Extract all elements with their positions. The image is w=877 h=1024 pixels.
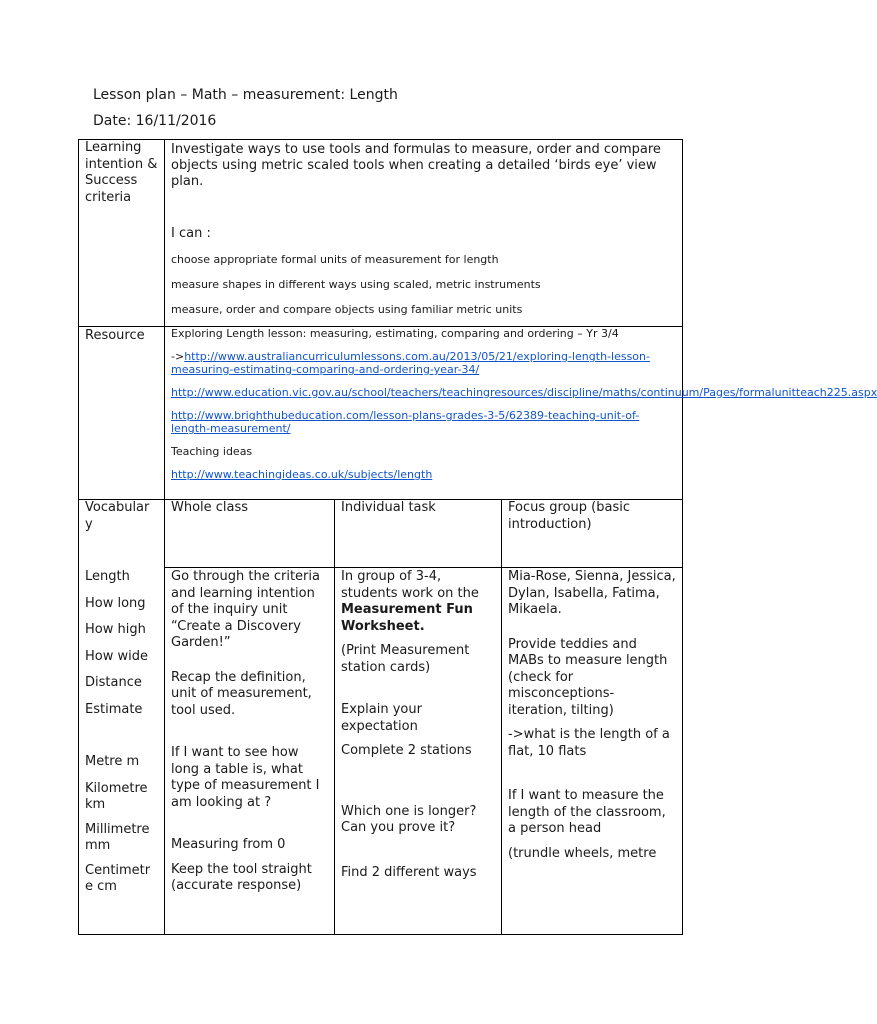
activity-row xyxy=(79,568,683,935)
resource-content-cell xyxy=(165,327,877,500)
resource-label: Resource xyxy=(85,328,145,343)
whole-class-header-cell xyxy=(165,500,335,568)
individual-header: Individual task xyxy=(341,500,436,515)
focus-p2: Provide teddies and MABs to measure length (check for misconceptions- iteration, tilting) xyxy=(508,636,668,718)
resource-row xyxy=(79,327,683,500)
vocab-word-1: Length xyxy=(85,569,130,584)
vocab-unit-4: Centimetr e cm xyxy=(85,862,151,894)
focus-cell xyxy=(502,568,683,935)
individual-header-cell xyxy=(335,500,502,568)
learning-label-cell xyxy=(79,140,165,327)
vocab-unit-1: Metre m xyxy=(85,754,140,769)
vocab-word-2: How long xyxy=(85,595,146,611)
focus-p4: If I want to measure the length of the classroom, a person head xyxy=(508,788,666,836)
lesson-date: Date: 16/11/2016 xyxy=(93,113,217,129)
arrow-prefix: -> xyxy=(171,350,185,363)
whole-class-p4: Measuring from 0 xyxy=(171,837,286,852)
vocab-word-5: Distance xyxy=(85,675,142,690)
whole-class-p2: Recap the definition, unit of measurement, tool used. xyxy=(171,669,312,718)
vocab-unit-2: Kilometre km xyxy=(85,780,148,812)
resource-link-3[interactable]: http://www.brighthubeducation.com/lesson-plans-grades-3-5/62389-teaching-unit-of-length-measurement/ xyxy=(171,409,640,435)
resource-label-cell xyxy=(79,327,165,500)
individual-p5: Which one is longer? Can you prove it? xyxy=(341,803,477,835)
individual-cell xyxy=(335,568,502,935)
learning-label: Learning intention & Success criteria xyxy=(85,140,158,205)
resource-link-2-line xyxy=(171,386,877,399)
whole-class-header: Whole class xyxy=(171,500,249,515)
resource-link-1[interactable]: http://www.australiancurriculumlessons.com.au/2013/05/21/exploring-length-lesson-measuring-estimating-comparing-and-ordering-year-34/ xyxy=(171,350,650,376)
page-title: Lesson plan – Math – measurement: Length xyxy=(93,87,398,103)
criterion-3: measure, order and compare objects using familiar metric units xyxy=(171,302,523,316)
lesson-plan-table xyxy=(78,139,877,935)
learning-content-cell xyxy=(165,140,683,327)
focus-p3: ->what is the length of a flat, 10 flats xyxy=(508,727,670,759)
individual-p1-text: In group of 3-4, students work on the xyxy=(341,569,479,601)
column-header-row xyxy=(79,500,683,568)
whole-class-cell xyxy=(165,568,335,935)
teaching-ideas-label: Teaching ideas xyxy=(171,445,253,458)
learning-row xyxy=(79,140,683,327)
individual-p6: Find 2 different ways xyxy=(341,864,477,880)
whole-class-p1: Go through the criteria and learning intention of the inquiry unit “Create a Discovery Garden!” xyxy=(171,569,320,650)
whole-class-p3: If I want to see how long a table is, what type of measurement I am looking at ? xyxy=(171,745,320,810)
i-can-heading: I can : xyxy=(171,226,211,241)
vocab-word-6: Estimate xyxy=(85,701,143,717)
focus-p5: (trundle wheels, metre xyxy=(508,845,657,861)
vocabulary-cell xyxy=(79,500,165,935)
focus-p1: Mia-Rose, Sienna, Jessica, Dylan, Isabella, Fatima, Mikaela. xyxy=(508,569,676,617)
whole-class-p5: Keep the tool straight (accurate response) xyxy=(171,861,312,893)
criterion-2: measure shapes in different ways using scaled, metric instruments xyxy=(171,277,541,291)
individual-p2: (Print Measurement station cards) xyxy=(341,643,470,675)
individual-p1 xyxy=(341,568,495,635)
worksheet-name: Measurement Fun Worksheet. xyxy=(341,602,473,634)
focus-header: Focus group (basic introduction) xyxy=(508,500,630,532)
vocab-word-3: How high xyxy=(85,622,146,637)
focus-header-cell xyxy=(502,500,683,568)
vocab-word-4: How wide xyxy=(85,648,148,664)
learning-intention: Investigate ways to use tools and formulas to measure, order and compare objects using metric scaled tools when creating a detailed ‘birds eye’ view plan. xyxy=(171,142,661,189)
individual-p3: Explain your expectation xyxy=(341,702,422,734)
individual-p4: Complete 2 stations xyxy=(341,743,472,758)
vocabulary-label: Vocabular y xyxy=(85,500,150,532)
vocab-unit-3: Millimetre mm xyxy=(85,821,150,853)
resource-intro: Exploring Length lesson: measuring, estimating, comparing and ordering – Yr 3/4 xyxy=(171,327,619,340)
resource-link-2[interactable]: http://www.education.vic.gov.au/school/teachers/teachingresources/discipline/maths/continuum/Pages/formalunitteach225.aspx xyxy=(171,386,877,399)
criterion-1: choose appropriate formal units of measurement for length xyxy=(171,252,499,266)
resource-link-4[interactable]: http://www.teachingideas.co.uk/subjects/length xyxy=(171,468,433,481)
resource-link-1-line xyxy=(171,350,676,376)
resource-link-3-line xyxy=(171,409,676,435)
resource-link-4-line xyxy=(171,468,676,481)
